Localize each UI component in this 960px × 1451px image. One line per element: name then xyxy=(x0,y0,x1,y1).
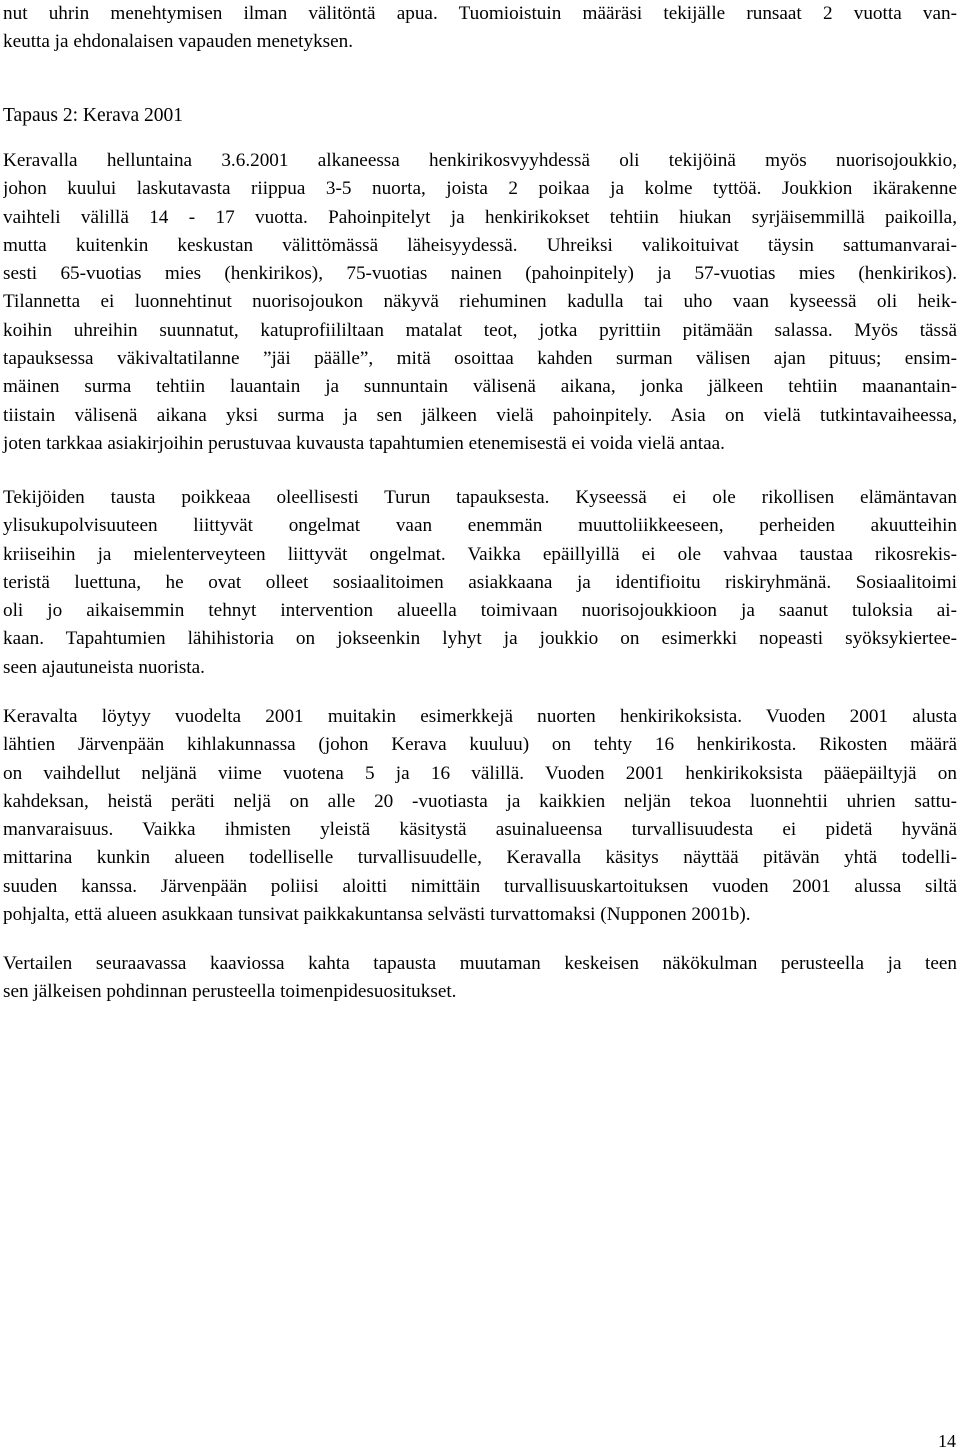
text-line: tapauksessa väkivaltatilanne ”jäi päälle”, mitä osoittaa kahden surman välisen ajan pituus; ensim- xyxy=(3,348,957,370)
paragraph-intro-continuation xyxy=(3,0,957,57)
text-line: vaihteli välillä 14 - 17 vuotta. Pahoinpitelyt ja henkirikokset tehtiin hiukan syrjäisemmillä paikoilla, xyxy=(3,206,957,228)
paragraph-comparison-intro xyxy=(3,950,957,1007)
text-line: seen ajautuneista nuorista. xyxy=(3,656,205,678)
text-line: johon kuului laskutavasta riippua 3-5 nuorta, joista 2 poikaa ja kolme tyttöä. Joukkion ikärakenne xyxy=(3,178,957,200)
text-line: koihin uhreihin suunnatut, katuprofiililtaan matalat teot, jotka pyrittiin pitämään salassa. Myös tässä xyxy=(3,319,957,341)
text-line: sen jälkeisen pohdinnan perusteella toimenpidesuositukset. xyxy=(3,981,457,1003)
text-line: nut uhrin menehtymisen ilman välitöntä apua. Tuomioistuin määräsi tekijälle runsaat 2 vuotta van- xyxy=(3,3,957,24)
text-line: sesti 65-vuotias mies (henkirikos), 75-vuotias nainen (pahoinpitely) ja 57-vuotias mies (henkirikos). xyxy=(3,263,957,285)
text-line: pohjalta, että alueen asukkaan tunsivat paikkakuntansa selvästi turvattomaksi (Nupponen 2001b). xyxy=(3,904,751,926)
text-line: Keravalta löytyy vuodelta 2001 muitakin esimerkkejä nuorten henkirikoksista. Vuoden 2001 alusta xyxy=(3,706,957,727)
text-line: oli jo aikaisemmin tehnyt intervention alueella toimivaan nuorisojoukkioon ja saanut tuloksia ai- xyxy=(3,600,957,622)
text-line: Keravalla helluntaina 3.6.2001 alkaneessa henkirikosvyyhdessä oli tekijöinä myös nuorisojoukkio, xyxy=(3,150,957,171)
paragraph-case-description xyxy=(3,147,957,458)
text-line: lähtien Järvenpään kihlakunnassa (johon Kerava kuuluu) on tehty 16 henkirikosta. Rikosten määrä xyxy=(3,734,957,756)
text-line: keutta ja ehdonalaisen vapauden menetyksen. xyxy=(3,31,354,53)
section-heading xyxy=(3,102,957,130)
text-line: kaan. Tapahtumien lähihistoria on jokseenkin lyhyt ja joukkio on esimerkki nopeasti syöksykierteе- xyxy=(3,628,957,650)
paragraph-kerava-statistics xyxy=(3,703,957,929)
text-line: Vertailen seuraavassa kaaviossa kahta tapausta muutaman keskeisen näkökulman perusteella ja teen xyxy=(3,953,957,974)
heading-text: Tapaus 2: Kerava 2001 xyxy=(3,105,184,126)
text-line: Tekijöiden tausta poikkeaa oleellisesti Turun tapauksesta. Kyseessä ei ole rikollisen elämäntavan xyxy=(3,487,957,508)
paragraph-perpetrator-background xyxy=(3,484,957,682)
text-line: kriiseihin ja mielenterveyteen liittyvät ongelmat. Vaikka epäillyillä ei ole vahvaa taustaa rikosrekis- xyxy=(3,543,957,565)
text-line: suuden kanssa. Järvenpään poliisi aloitti nimittäin turvallisuuskartoituksen vuoden 2001 alussa siltä xyxy=(3,875,957,897)
text-line: Tilannetta ei luonnehtinut nuorisojoukon näkyvä riehuminen kadulla tai uho vaan kyseessä oli heik- xyxy=(3,291,957,313)
text-line: joten tarkkaa asiakirjoihin perustuvaa kuvausta tapahtumien etenemisestä ei voida vielä antaa. xyxy=(3,432,725,454)
text-line: mäinen surma tehtiin lauantain ja sunnuntain välisenä aikana, jonka jälkeen tehtiin maanantain- xyxy=(3,376,957,398)
page-number: 14 xyxy=(938,1431,956,1451)
text-line: teristä luettuna, he ovat olleet sosiaalitoimen asiakkaana ja identifioitu riskiryhmänä. Sosiaalitoimi xyxy=(3,571,957,593)
text-line: manvaraisuus. Vaikka ihmisten yleistä käsitystä asuinalueensa turvallisuudesta ei pidetä hyvänä xyxy=(3,819,957,841)
text-line: on vaihdellut neljänä viime vuotena 5 ja 16 välillä. Vuoden 2001 henkirikoksista pääepäiltyjä on xyxy=(3,762,957,784)
text-line: mittarina kunkin alueen todelliselle turvallisuudelle, Keravalla käsitys näyttää pitävän yhtä todelli- xyxy=(3,847,957,869)
text-line: tiistain välisenä aikana yksi surma ja sen jälkeen vielä pahoinpitely. Asia on vielä tutkintavaiheessa, xyxy=(3,404,957,426)
text-line: kahdeksan, heistä peräti neljä on alle 20 -vuotiasta ja kaikkien neljän tekoa luonnehtii uhrien sattu- xyxy=(3,790,957,812)
text-line: ylisukupolvisuuteen liittyvät ongelmat vaan enemmän muuttoliikkeeseen, perheiden akuutteihin xyxy=(3,515,957,537)
text-line: mutta kuitenkin keskustan välittömässä läheisyydessä. Uhreiksi valikoituivat täysin sattumanvarai- xyxy=(3,234,957,256)
